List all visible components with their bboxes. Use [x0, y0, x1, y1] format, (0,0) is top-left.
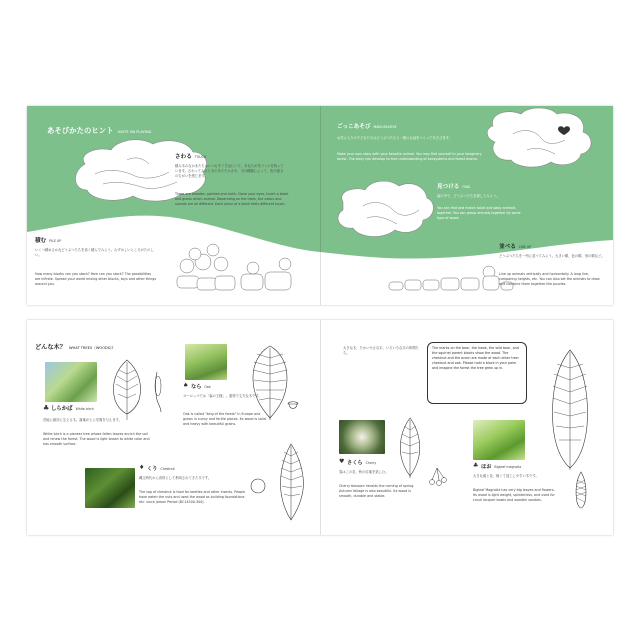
chestnut-photo — [85, 468, 135, 508]
birch-catkin-drawing — [153, 370, 165, 414]
find-text-jp: 森の中で、どうぶつたちを探してみよう。 — [437, 194, 500, 198]
magnolia-title: ほお Bigleaf magnolia — [481, 464, 522, 470]
birch-seed-icon: ♣ — [43, 404, 50, 412]
make-believe-title: ごっこあそび MAKE-BELIEVE — [337, 124, 397, 130]
magnolia-text-en: Bigleaf Magnolia has very big leaves and flowers. Its wood is light weight, splinterless, and used for crush lacquer bowls and wooden sandals. — [473, 488, 555, 503]
lined-up-animal-blocks — [389, 266, 513, 290]
chestnut-leaf-drawing — [271, 442, 311, 522]
white-birch-text-en: White birch is a pioneer tree whose fallen leaves enrich the soil and renew the forest. The wood is light brown to white color and has smooth surface. — [43, 432, 150, 447]
cherry-title: さくら Cherry — [347, 460, 377, 466]
spread-gutter — [320, 106, 321, 305]
magnolia-text-jp: 大きな葉と花、軽くて加工しやすい木です。 — [473, 474, 539, 478]
spread-what-trees — [27, 320, 613, 535]
section-heading: どんな木？ WHAT TREES（WOODS)? — [35, 344, 114, 351]
wood-mark-note-box: The marks on the bear, the hawk, the wild boar, and the squirrel parent blocks show the wood. The chestnut and the acorn are made of each other tree: chestnut and oak. Please hold a block in your palm and imagine the forest the tree grew up in. — [427, 342, 527, 404]
oak-seed-icon: ♠ — [183, 382, 189, 389]
chestnut-nut-drawing — [249, 476, 267, 494]
oak-photo — [185, 344, 227, 380]
white-birch-photo — [45, 362, 97, 402]
chestnut-title: くり Chestnut — [147, 466, 175, 472]
touch-text-en: There are wooden, painted and cloth. Close your eyes, touch a block and guess which animal. Depending on the trees, the colors and sounds are all different. Each piece of a block feels different touch. — [175, 192, 289, 207]
oak-text-jp: ヨーロッパでは「森の王様」。重厚で丈夫な木です。 — [183, 394, 262, 398]
magnolia-seed-icon: ♣ — [473, 462, 479, 469]
make-believe-text-en: Make your own story with your favorite animal. You may find yourself in your imaginary forest. The story can develop to true understanding of ecosystems and forest drama. — [337, 152, 482, 162]
touch-text-jp: 積み木のなかまたちはいつもすぐそばにいて、あなたが気づくのを待っています。さわってみると木のあたたかさや、木の種類によって、色や重さのちがいを感じます。 — [175, 164, 284, 179]
chestnut-seed-icon: ♦ — [139, 464, 145, 471]
make-believe-text-jp: お気に入りの子どもたちはどうぶつたちと一緒にお話をつくってあそびます。 — [337, 136, 453, 140]
section-heading: あそびかたのヒント HINTS ON PLAYING — [47, 126, 152, 135]
pile-up-text-en: How many blocks can you stack? How can you stack? The possibilities are infinite. Spread your world mixing other blocks, toys and other things around you. — [35, 272, 157, 287]
birch-leaf-drawing — [107, 356, 147, 422]
cloud-find — [338, 181, 433, 237]
chestnut-text-en: The sap of chestnut is food for beetles and other insects. People have eaten the nuts and used the wood as building foundations etc. since Jomon Period (BC14500-300). — [139, 490, 246, 505]
spread-gutter — [320, 320, 321, 535]
cherry-text-jp: 春はこの花、秋の紅葉を楽しむ。 — [339, 470, 389, 474]
cherry-photo — [339, 420, 385, 454]
pile-up-title: 積む PILE UP — [35, 238, 62, 244]
line-up-text-jp: どうぶつたちを一列に並べてみよう。大きい順、色の順、形の順など。 — [499, 254, 605, 258]
white-birch-text-jp: 荒地に最初に生える木。落葉が土に栄養を与えます。 — [43, 418, 122, 422]
cherry-seed-icon: ♥ — [339, 458, 345, 465]
pile-up-text-jp: いくつ積めるかなどうぶつたちを高く積んでみよう。むずかしいところがたのしい。 — [35, 248, 154, 258]
stacked-animal-blocks — [177, 244, 291, 290]
find-text-en: You can find and match adult and baby animals together. You can group animals together by same type of wood. — [437, 206, 521, 221]
acorn-drawing — [285, 398, 301, 414]
line-up-title: 並べる LINE UP — [499, 244, 532, 250]
bigleaf-magnolia-photo — [473, 420, 525, 460]
oak-title: なら Oak — [191, 384, 211, 390]
cherry-fruit-drawing — [427, 466, 447, 490]
magnolia-cone-drawing — [573, 470, 589, 510]
magnolia-leaf-large-drawing — [545, 348, 595, 472]
intro-text-jp: 大きな木、たかい小さな木、いろいろな木の仲間たち。 — [343, 346, 419, 356]
spread-hints-on-playing — [27, 106, 613, 305]
cherry-text-en: Cherry blossom heralds the coming of spring. Autumn foliage is also beautiful. Its wood is smooth, durable and stable. — [339, 484, 415, 499]
chestnut-text-jp: 縄文時代から食料として利用されてきた木です。 — [139, 476, 212, 480]
white-birch-title: しらかば White birch — [51, 406, 94, 412]
line-up-text-en: Line up animals vertically and horizontally. A long line, comparing heights, etc. You can also set the animals to draw and combine them together like puzzles. — [499, 272, 600, 287]
find-title: 見つける FIND — [437, 184, 471, 190]
cloud-make-believe — [487, 108, 591, 167]
oak-text-en: Oak is called "king of the forest" in Europe and grows in sunny and fertile places. Its wood is solid and heavy with beautiful grains. — [183, 412, 266, 427]
touch-title: さわる TOUCH — [175, 154, 207, 160]
